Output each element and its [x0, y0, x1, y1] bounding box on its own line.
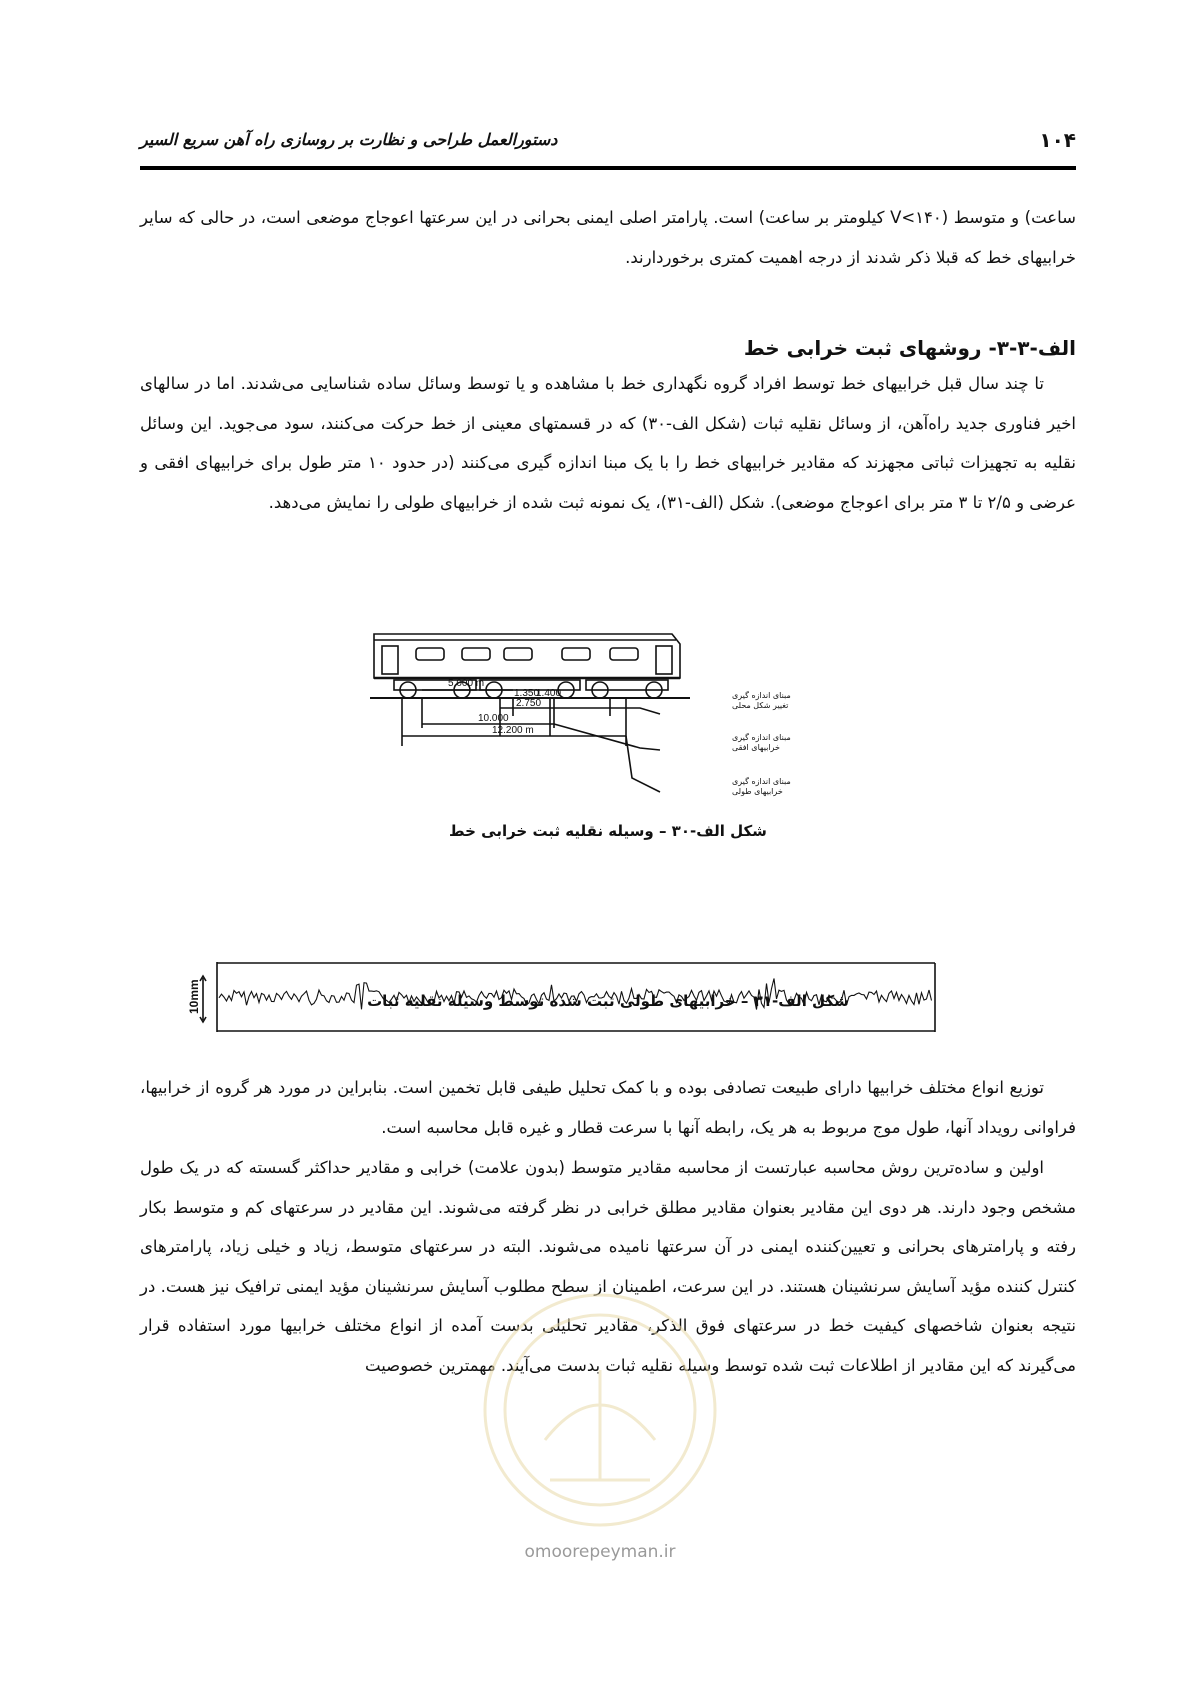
scale-label-10mm: 10mm [187, 979, 201, 1014]
dim-1400: 1.400 [536, 688, 562, 699]
paragraph-2: تا چند سال قبل خرابیهای خط توسط افراد گروه نگهداری خط با مشاهده و یا توسط وسائل ساده شناسایی می‌شدند. اما در سالهای اخیر فناوری جدید راه‌آهن، از وسائل نقلیه ثبات (شکل الف-۳۰) که در قسمتهای معینی از خط حرکت می‌کنند، سود می‌جوید. این وسائل نقلیه به تجهیزات ثباتی مجهزند که مقادیر خرابیهای خط را با یک مبنا اندازه گیری می‌کنند (در حدود ۱۰ متر طول برای خرابیهای افقی و عرضی و ۲/۵ تا ۳ متر برای اعوجاج موضعی). شکل (الف-۳۱)، یک نمونه ثبت شده از خرابیهای طولی را نمایش می‌دهد. [140, 374, 1076, 512]
dim-5000: 5.000 m [448, 678, 485, 689]
callout-longitudinal-line2: خرابیهای طولی [732, 787, 783, 796]
figure-1-caption: شکل الف-۳۰ – وسیله نقلیه ثبت خرابی خط [449, 822, 767, 840]
figure-2-caption: شکل الف-۳۱ – خرابیهای طولی ثبت شده توسط وسیله نقلیه ثبات [367, 992, 849, 1010]
watermark-text: omoorepeyman.ir [524, 1542, 676, 1562]
page-number: ۱۰۴ [1039, 128, 1076, 152]
callout-longitudinal-line1: مبنای اندازه گیری [732, 777, 791, 786]
section-heading: الف-۳-۳- روشهای ثبت خرابی خط [743, 336, 1076, 360]
page-header [140, 124, 1076, 164]
dim-12200: 12.200 m [492, 725, 534, 736]
header-rule [140, 166, 1076, 170]
dim-2750: 2.750 [516, 698, 542, 709]
callout-horizontal-line2: خرابیهای افقی [732, 743, 780, 752]
paragraph-4: اولین و ساده‌ترین روش محاسبه عبارتست از محاسبه مقادیر متوسط (بدون علامت) خرابی و مقادیر حداکثر گسسته که در یک طول مشخص وجود دارند. هر دوی این مقادیر بعنوان مقادیر مطلق خرابی در نظر گرفته می‌شوند. این مقادیر در سرعتهای کم و متوسط بکار رفته و پارامترهای بحرانی و تعیین‌کننده ایمنی در آن سرعتها نامیده می‌شوند. البته در سرعتهای متوسط، زیاد و خیلی زیاد، پارامترهای کنترل کننده مؤید آسایش سرنشینان هستند. در این سرعت، اطمینان از سطح مطلوب آسایش سرنشینان مؤید ایمنی ترافیک نیز هست. در نتیجه بعنوان شاخصهای کیفیت خط در سرعتهای فوق الذکر، مقادیر تحلیلی بدست آمده از انواع مختلف خرابیها مورد استفاده قرار می‌گیرند که این مقادیر از اطلاعات ثبت شده توسط وسیله نقلیه ثبات بدست می‌آیند. مهمترین خصوصیت [140, 1158, 1076, 1375]
book-title: دستورالعمل طراحی و نظارت بر روسازی راه آهن سریع السیر [140, 130, 558, 149]
paragraph-1: ساعت) و متوسط (V<۱۴۰ کیلومتر بر ساعت) است. پارامتر اصلی ایمنی بحرانی در این سرعتها اعوجاج موضعی است، در حالی که سایر خرابیهای خط که قبلا ذکر شدند از درجه اهمیت کمتری برخوردارند. [140, 208, 1076, 267]
callout-horizontal-line1: مبنای اندازه گیری [732, 733, 791, 742]
dim-10000: 10.000 [478, 713, 509, 724]
paragraph-3: توزیع انواع مختلف خرابیها دارای طبیعت تصادفی بوده و با کمک تحلیل طیفی قابل تخمین است. بنابراین در مورد هر گروه از خرابیها، فراوانی رویداد آنها، طول موج مربوط به هر یک، رابطه آنها با سرعت قطار و غیره قابل محاسبه است. [140, 1078, 1076, 1137]
callout-local-line1: مبنای اندازه گیری [732, 691, 791, 700]
dim-1350: 1.350 [514, 688, 540, 699]
callout-local-line2: تغییر شکل محلی [732, 701, 789, 710]
